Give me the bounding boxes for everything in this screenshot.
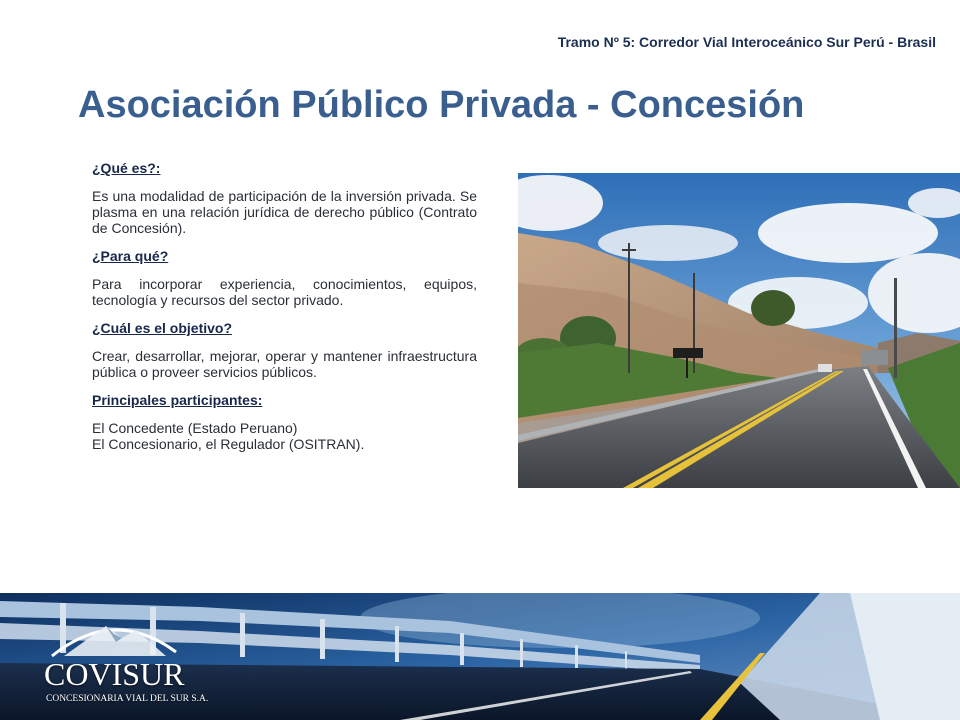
covisur-logo xyxy=(44,612,209,712)
logo-tagline: CONCESIONARIA VIAL DEL SUR S.A. xyxy=(46,694,209,704)
section-heading: Principales participantes: xyxy=(92,392,263,408)
section-body: Es una modalidad de participación de la inversión privada. Se plasma en una relación jurídica de derecho público (Contrato de Concesión). xyxy=(92,188,477,236)
section-que-es xyxy=(92,160,477,236)
route-label: Tramo Nº 5: Corredor Vial Interoceánico Sur Perú - Brasil xyxy=(557,34,936,50)
logo-name: COVISUR xyxy=(44,656,185,692)
section-heading: ¿Para qué? xyxy=(92,248,169,264)
logo-mountain-icon xyxy=(44,612,194,660)
section-body: Para incorporar experiencia, conocimientos, equipos, tecnología y recursos del sector privado. xyxy=(92,276,477,308)
section-heading xyxy=(92,160,477,176)
section-para-que xyxy=(92,248,477,308)
heading-suffix: : xyxy=(155,160,161,176)
heading-text: ¿Qué es? xyxy=(92,160,156,176)
section-participantes xyxy=(92,392,477,452)
highway-photo xyxy=(518,173,960,488)
page-title: Asociación Público Privada - Concesión xyxy=(78,84,805,126)
participant-line: El Concesionario, el Regulador (OSITRAN). xyxy=(92,436,365,452)
participant-line: El Concedente (Estado Peruano) xyxy=(92,420,298,436)
section-objetivo xyxy=(92,320,477,380)
section-heading: ¿Cuál es el objetivo? xyxy=(92,320,233,336)
content-text-block xyxy=(92,160,477,464)
section-body: Crear, desarrollar, mejorar, operar y mantener infraestructura pública o proveer servicios públicos. xyxy=(92,348,477,380)
section-body xyxy=(92,420,477,452)
